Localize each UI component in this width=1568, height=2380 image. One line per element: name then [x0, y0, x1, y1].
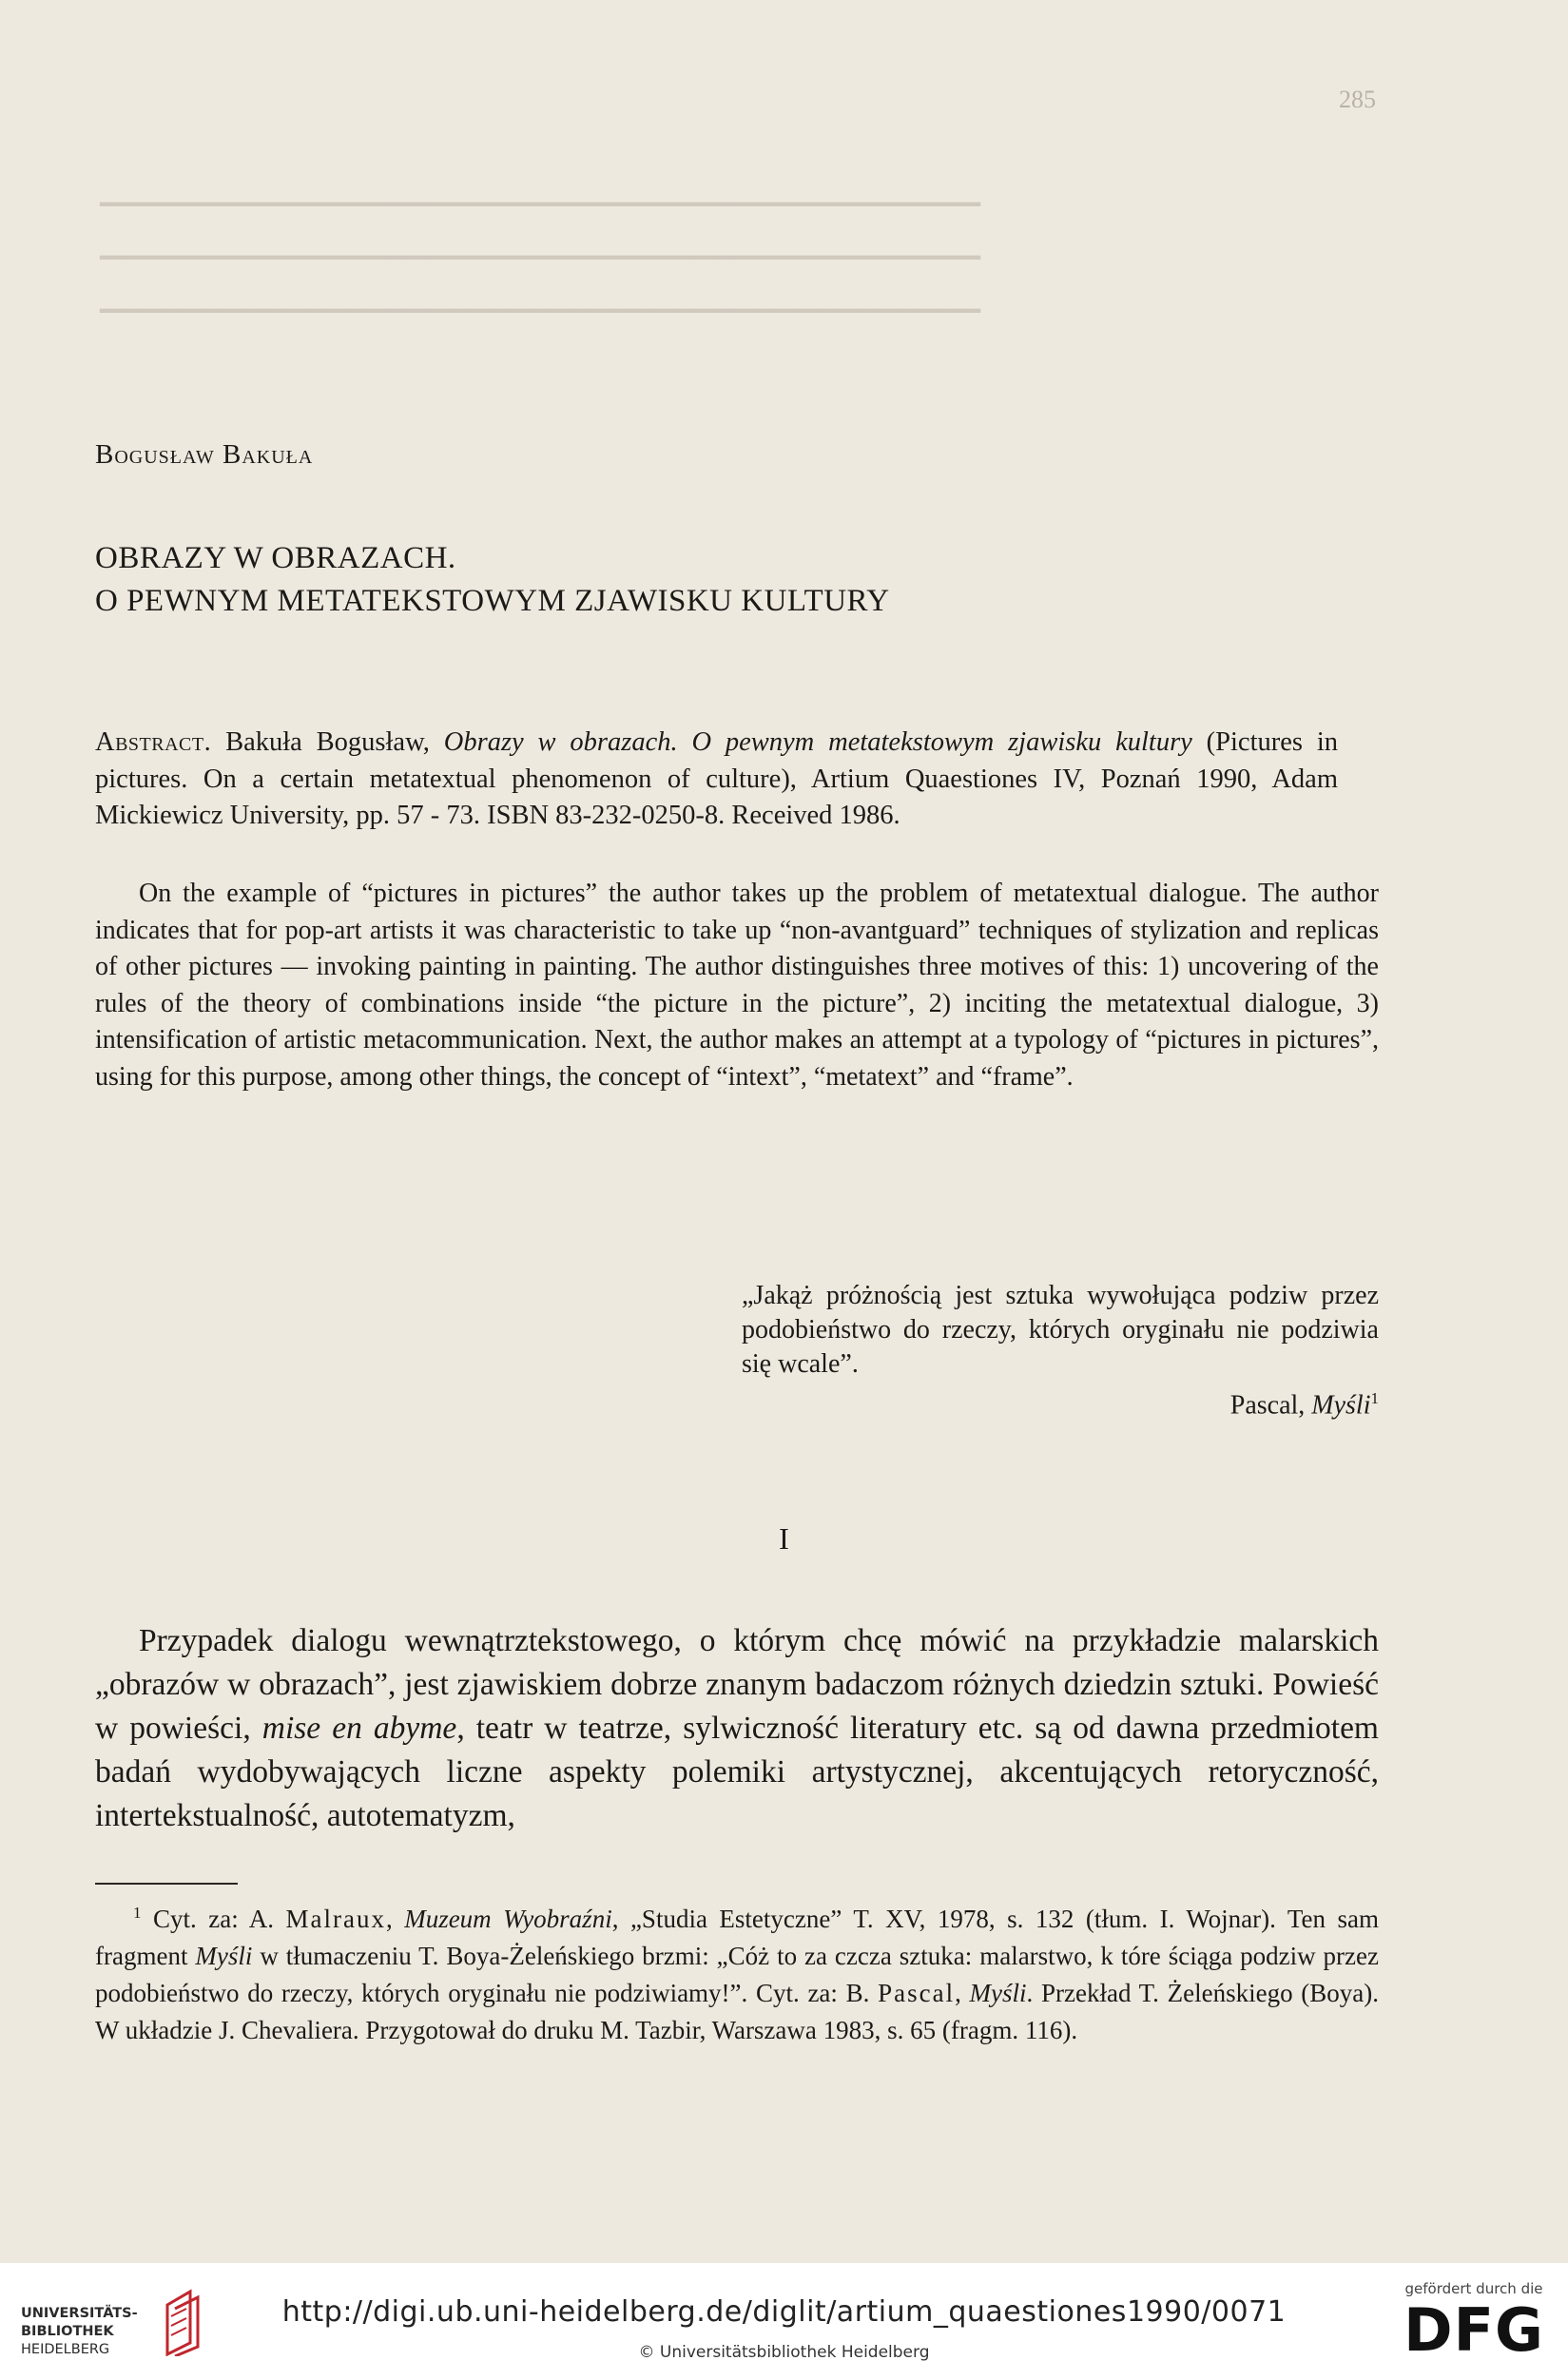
english-summary: On the example of “pictures in pictures” the author takes up the problem of metatextual dialogue. The author indicates that for pop-art artists it was characteristic to take up “non-avantguard” techniques of stylization and replicas of other pictures — invoking painting in painting. The author distinguishes three motives of this: 1) uncovering of the rules of the theory of combinations inside “the picture in the picture”, 2) inciting the metatextual dialogue, 3) intensification of artistic metacommunication. Next, the author makes an attempt at a typology of “pictures in pictures”, using for this purpose, among other things, the concept of “intext”, “metatext” and “frame”. — [95, 879, 1379, 1092]
footnote-work-title: Muzeum Wyobraźni — [404, 1905, 612, 1933]
epigraph-quote: „Jakąż próżnością jest sztuka wywołująca podziw przez podobieństwo do rzeczy, których oryginału nie podziwia się wcale”. — [742, 1281, 1379, 1379]
body-text-run: , teatr w teatrze, sylwiczność literatury etc. są od dawna przedmiotem badań wydobywających liczne aspekty polemiki artystycznej, akcentujących retoryczność, intertekstualność, autotematyzm, — [95, 1711, 1379, 1833]
copyright-notice: © Universitätsbibliothek Heidelberg — [638, 2343, 930, 2362]
body-italic-term: mise en abyme — [261, 1711, 457, 1746]
abstract-title: Obrazy w obrazach. O pewnym metatekstowym zjawisku kultury — [443, 727, 1192, 757]
dfg-logo: DFG — [1403, 2295, 1544, 2365]
epigraph-attribution — [742, 1389, 1379, 1421]
section-heading: I — [779, 1521, 789, 1556]
footnote-separator — [95, 1883, 238, 1885]
digitization-footer — [0, 2263, 1568, 2380]
bleed-through-line: ▁▁▁▁▁▁▁▁▁▁▁▁▁▁▁▁▁▁▁▁▁▁▁▁▁▁▁▁▁▁▁▁▁▁▁▁▁▁▁▁▁▁▁ — [100, 230, 980, 260]
footnote-work-title: Myśli — [195, 1942, 253, 1970]
epigraph-work: Myśli — [1311, 1390, 1371, 1421]
funded-by-label: gefördert durch die — [1404, 2280, 1543, 2297]
footnote-reference: 1 — [1370, 1389, 1379, 1407]
footnote-text: w tłumaczeniu T. Boya-Żeleńskiego brzmi: „Cóż to za czcza sztuka: malarstwo, k tóre ściąga podziw przez podobieństwo do rzeczy, których oryginału nie podziwiamy!”. Cyt. za: B. — [95, 1942, 1380, 2007]
page-number: 285 — [1339, 86, 1376, 113]
abstract-citation — [95, 725, 1338, 835]
bleed-through-line: ▁▁▁▁▁▁▁▁▁▁▁▁▁▁▁▁▁▁▁▁▁▁▁▁▁▁▁▁▁▁▁▁▁▁▁▁▁▁▁▁▁▁▁ — [100, 177, 980, 206]
abstract-authors: Bakuła Bogusław, — [211, 727, 444, 757]
footnote-text: . Przekład T. Żeleńskiego (Boya). W układzie J. Chevaliera. Przygotował do druku M. Tazbir, Warszawa 1983, s. 65 (fragm. 116). — [95, 1979, 1380, 2044]
body-paragraph — [95, 1619, 1379, 1838]
abstract-details: (Pictures in pictures. On a certain metatextual phenomenon of culture), Artium Quaestiones IV, Poznań 1990, Adam Mickiewicz University, pp. 57 - 73. ISBN 83-232-0250-8. Received 1986. — [95, 727, 1338, 830]
footnote-text: , — [385, 1905, 405, 1933]
footnote-work-title: Myśli — [969, 1979, 1027, 2007]
article-title — [95, 537, 890, 623]
footnote-mark: 1 — [133, 1904, 142, 1922]
abstract-label: Abstract. — [95, 727, 212, 757]
permalink-url[interactable]: http://digi.ub.uni-heidelberg.de/diglit/artium_quaestiones1990/0071 — [281, 2295, 1287, 2329]
footnote-text: Cyt. za: A. — [141, 1905, 286, 1933]
epigraph-author: Pascal, — [1229, 1390, 1312, 1421]
footnote-text: , — [955, 1979, 970, 2007]
body-text-run: Przypadek dialogu wewnątrztekstowego, o którym chcę mówić na przykładzie malarskich „obrazów w obrazach”, jest zjawiskiem dobrze znanym badaczom różnych dziedzin sztuki. Powieść w powieści, — [95, 1623, 1379, 1746]
funder-block — [1393, 2280, 1555, 2365]
author-name: Bogusław Bakuła — [95, 439, 314, 470]
bleed-through-line: ▁▁▁▁▁▁▁▁▁▁▁▁▁▁▁▁▁▁▁▁▁▁▁▁▁▁▁▁▁▁▁▁▁▁▁▁▁▁▁▁▁▁▁ — [100, 283, 980, 313]
library-name: UNIVERSITÄTS- BIBLIOTHEK HEIDELBERG — [21, 2306, 138, 2357]
title-line-1: OBRAZY W OBRAZACH. — [95, 541, 456, 575]
footnote-author: Malraux — [285, 1905, 386, 1933]
footnote-text: , „Studia Estetyczne” T. XV, 1978, s. 132 (tłum. I. Wojnar). Ten sam fragment — [95, 1905, 1379, 1970]
title-line-2: O PEWNYM METATEKSTOWYM ZJAWISKU KULTURY — [95, 584, 890, 618]
footnote — [95, 1894, 1379, 2049]
footnote-author: Pascal — [878, 1979, 956, 2007]
